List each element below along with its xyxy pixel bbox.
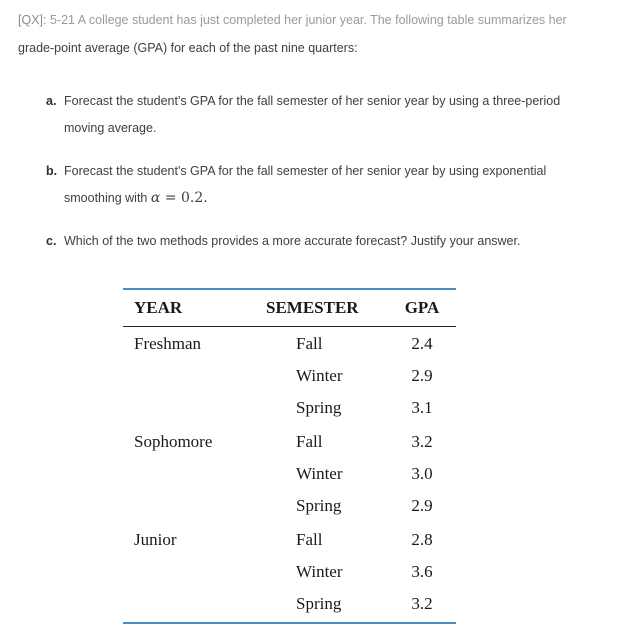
- question-c: [46, 228, 606, 255]
- cell-gpa: 3.2: [411, 594, 433, 613]
- cell-gpa: 2.8: [411, 530, 433, 549]
- cell-semester: Winter: [296, 464, 343, 483]
- table-row: [123, 426, 456, 458]
- question-tag-label: [QX]: [18, 13, 44, 27]
- alpha-symbol: α: [150, 190, 161, 206]
- header-semester: SEMESTER: [266, 298, 359, 317]
- header-gpa: GPA: [404, 298, 440, 317]
- cell-semester: Fall: [296, 432, 323, 451]
- cell-gpa: 2.4: [411, 334, 433, 353]
- table-row: [123, 360, 456, 392]
- question-b-line2-prefix: smoothing with: [64, 191, 151, 205]
- cell-semester: Spring: [296, 398, 342, 417]
- cell-semester: Fall: [296, 530, 323, 549]
- table-row: [123, 524, 456, 556]
- cell-gpa: 3.0: [411, 464, 433, 483]
- table-row: [123, 556, 456, 588]
- question-b-letter: b.: [46, 164, 58, 178]
- question-a-letter: a.: [46, 94, 57, 108]
- table-header: [123, 290, 456, 326]
- table-row: [123, 328, 456, 360]
- table-bottom-rule: [123, 622, 456, 624]
- question-c-line1: Which of the two methods provides a more accurate forecast? Justify your answer.: [64, 234, 521, 248]
- cell-year: Junior: [134, 530, 177, 549]
- problem-intro: [18, 6, 618, 62]
- alpha-value: 0.2.: [180, 190, 208, 206]
- header-year: YEAR: [134, 298, 183, 317]
- cell-semester: Fall: [296, 334, 323, 353]
- question-b-line1: Forecast the student's GPA for the fall semester of her senior year by using exponential: [64, 164, 547, 178]
- question-b-line2: [46, 185, 606, 212]
- table-row: [123, 392, 456, 424]
- cell-semester: Winter: [296, 366, 343, 385]
- table-row: [123, 458, 456, 490]
- cell-semester: Spring: [296, 594, 342, 613]
- intro-line-2: grade-point average (GPA) for each of the past nine quarters:: [18, 41, 358, 55]
- cell-gpa: 3.6: [411, 562, 433, 581]
- table-row: [123, 490, 456, 522]
- cell-year: Sophomore: [134, 432, 213, 451]
- cell-gpa: 3.1: [411, 398, 433, 417]
- intro-line-1: [18, 6, 618, 34]
- intro-faded-text: 5-21 A college student has just completed her junior year. The following table summarizes her: [46, 13, 567, 27]
- question-c-letter: c.: [46, 234, 57, 248]
- question-a-line2: moving average.: [64, 121, 157, 135]
- question-a-line1: Forecast the student's GPA for the fall semester of her senior year by using a three-period: [64, 94, 561, 108]
- cell-gpa: 2.9: [411, 496, 433, 515]
- cell-year: Freshman: [134, 334, 202, 353]
- cell-semester: Spring: [296, 496, 342, 515]
- question-a: [46, 88, 606, 142]
- equals-sign: =: [160, 190, 181, 206]
- cell-gpa: 3.2: [411, 432, 433, 451]
- question-b: [46, 158, 606, 212]
- cell-semester: Winter: [296, 562, 343, 581]
- gpa-table: [123, 288, 456, 624]
- table-row: [123, 588, 456, 620]
- question-tag-colon: :: [43, 13, 47, 27]
- question-tag: [18, 13, 47, 27]
- cell-gpa: 2.9: [411, 366, 433, 385]
- table-body: [123, 328, 456, 620]
